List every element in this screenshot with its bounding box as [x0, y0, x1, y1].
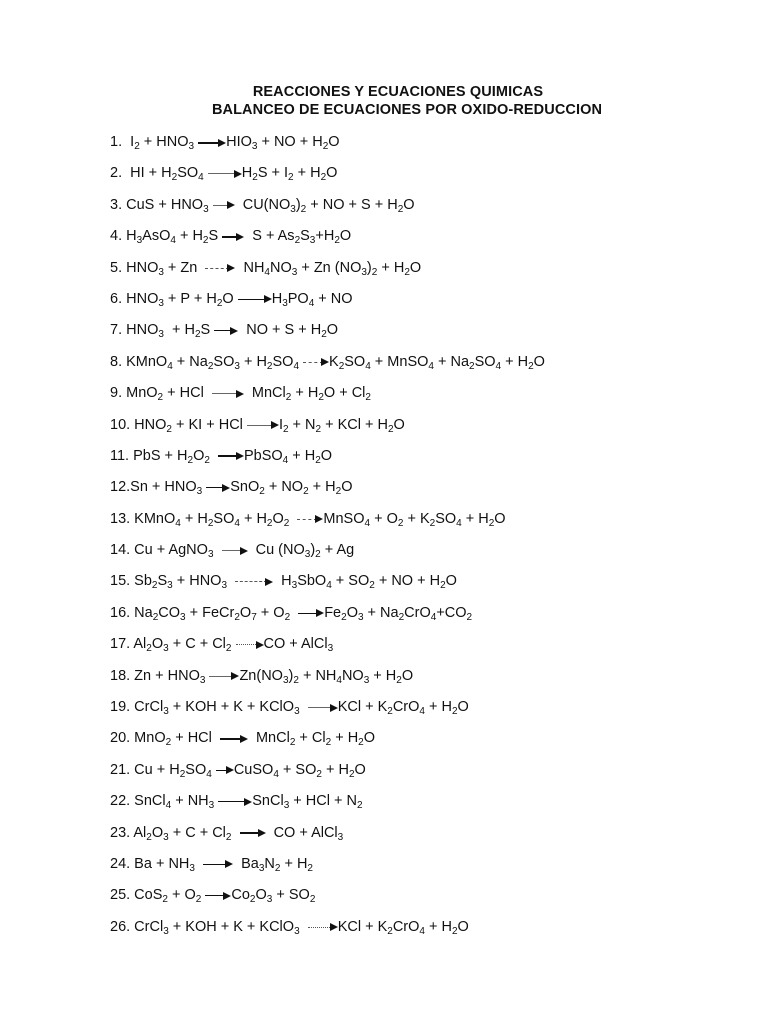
equation-row	[110, 164, 545, 195]
equation-row	[110, 416, 545, 447]
equation-products: $I_2 + N_2$ + KCl + $H_2O$	[278, 416, 405, 435]
equation-reactants: 1. $I_2 + HNO_3$	[110, 134, 195, 152]
equation-products: MnCl$_2$ + $Cl_2 + H_2O$	[247, 730, 376, 749]
reaction-arrow-icon	[222, 227, 244, 246]
equation-row	[110, 761, 545, 792]
equation-reactants: 2. HI + $H_2SO_4$	[110, 165, 204, 184]
equation-products: PbSO$_4$ + $H_2O$	[243, 447, 333, 466]
reaction-arrow-icon	[216, 761, 234, 780]
equation-reactants: 4. $H_3AsO_4 + H_2S$	[110, 228, 223, 247]
equation-row	[110, 259, 545, 290]
equation-products: $NH_4NO_3 + Zn$ $(NO_3)_2 + H_2O$	[235, 259, 422, 278]
equation-row	[110, 824, 545, 855]
equation-products: $SnO_2 + NO_2 + H_2O$	[230, 479, 353, 498]
reaction-arrow-icon	[203, 855, 233, 874]
equation-products: $K_2SO_4$ + MnSO$_4$ + $Na_2SO_4 + H_2O$	[329, 353, 545, 372]
page-title: REACCIONES Y ECUACIONES QUIMICAS	[252, 84, 544, 100]
equation-reactants: 23. $Al_2O_3 + C + Cl_2$	[110, 824, 232, 843]
equation-row	[110, 918, 545, 949]
equation-products: SnCl$_3$ + HCl + $N_2$	[252, 793, 363, 812]
equation-row	[110, 290, 545, 321]
reaction-arrow-icon	[236, 635, 264, 654]
equation-products: $H_2S + I_2 + H_2O$	[241, 165, 338, 184]
equation-row	[110, 227, 545, 258]
equation-products: CO + AlCl$_3$	[263, 636, 334, 655]
equation-products: $CU(NO_3)_2$ + NO + $S + H_2O$	[234, 196, 415, 215]
equation-reactants: 17. $Al_2O_3 + C + Cl_2$	[110, 636, 232, 655]
reaction-arrow-icon	[205, 886, 231, 905]
equation-list	[110, 133, 545, 949]
equation-row	[110, 729, 545, 760]
equation-row	[110, 384, 545, 415]
equation-row	[110, 667, 545, 698]
equation-reactants: 3. CuS + $HNO_3$	[110, 196, 209, 215]
equation-reactants: 16. $Na_2CO_3$ + $FeCr_2O_7 + O_2$	[110, 604, 291, 623]
equation-reactants: 19. CrCl$_3$ + KOH + K + KClO$_3$	[110, 699, 300, 718]
equation-reactants: 25. $CoS_2 + O_2$	[110, 887, 202, 906]
equation-reactants: 11. PbS + $H_2O_2$	[110, 447, 210, 466]
equation-reactants: 6. $HNO_3 + P + H_2O$	[110, 290, 238, 309]
equation-products: CuSO$_4$ + $SO_2 + H_2O$	[233, 761, 366, 780]
equation-products: Cu $(NO_3)_2 + Ag$	[247, 542, 355, 561]
reaction-arrow-icon	[298, 604, 324, 623]
equation-row	[110, 541, 545, 572]
reaction-arrow-icon	[297, 510, 323, 529]
reaction-arrow-icon	[208, 164, 242, 183]
equation-reactants: 21. $Cu + H_2SO_4$	[110, 761, 212, 780]
reaction-arrow-icon	[214, 321, 238, 340]
equation-row	[110, 510, 545, 541]
equation-reactants: 5. $HNO_3 + Zn$	[110, 259, 206, 278]
equation-reactants: 7. $HNO_3 + H_2S$	[110, 322, 215, 341]
equation-row	[110, 886, 545, 917]
reaction-arrow-icon	[247, 416, 279, 435]
reaction-arrow-icon	[222, 541, 248, 560]
equation-row	[110, 792, 545, 823]
reaction-arrow-icon	[308, 918, 338, 937]
equation-row	[110, 855, 545, 886]
equation-reactants: 20. MnO$_2$ + HCl	[110, 730, 220, 749]
equation-row	[110, 133, 545, 164]
equation-reactants: 22. SnCl$_4$ + $NH_3$	[110, 793, 215, 812]
reaction-arrow-icon	[218, 447, 244, 466]
equation-reactants: 18. $Zn + HNO_3$	[110, 667, 206, 686]
equation-reactants: $12.Sn + HNO_3$	[110, 479, 203, 498]
reaction-arrow-icon	[213, 196, 235, 215]
equation-products: $S + As_2S_3+H_2O$	[244, 228, 352, 247]
equation-products: KCl + $K_2CrO_4 + H_2O$	[337, 699, 469, 718]
equation-products: $Fe_2O_3 + Na_2CrO_4+CO_2$	[324, 604, 473, 623]
reaction-arrow-icon	[212, 384, 244, 403]
equation-row	[110, 478, 545, 509]
equation-products: KCl + $K_2CrO_4 + H_2O$	[337, 918, 469, 937]
reaction-arrow-icon	[206, 478, 230, 497]
reaction-arrow-icon	[240, 824, 266, 843]
equation-products: $Zn(NO_3)_2 + NH_4NO_3 + H_2O$	[239, 667, 414, 686]
equation-reactants: 26. CrCl$_3$ + KOH + K + KClO$_3$	[110, 918, 300, 937]
reaction-arrow-icon	[209, 667, 239, 686]
equation-reactants: 15. $Sb_2S_3 + HNO_3$	[110, 573, 228, 592]
equation-products: CO + AlCl$_3$	[265, 824, 344, 843]
equation-row	[110, 698, 545, 729]
equation-reactants: 10. $HNO_2$ + KI + HCl	[110, 416, 247, 435]
reaction-arrow-icon	[205, 259, 235, 278]
equation-products: $HIO_3$ + NO + $H_2O$	[226, 134, 340, 152]
equation-row	[110, 353, 545, 384]
reaction-arrow-icon	[308, 698, 338, 717]
equation-row	[110, 635, 545, 666]
equation-products: $Co_2O_3 + SO_2$	[231, 887, 316, 906]
equation-row	[110, 572, 545, 603]
reaction-arrow-icon	[220, 729, 248, 748]
equation-reactants: 9. MnO$_2$ + HCl	[110, 385, 212, 404]
reaction-arrow-icon	[303, 353, 329, 372]
equation-products: MnCl$_2$ + $H_2O + Cl_2$	[243, 385, 371, 404]
page-subtitle: BALANCEO DE ECUACIONES POR OXIDO-REDUCCION	[211, 102, 603, 118]
equation-reactants: 24. $Ba + NH_3$	[110, 855, 195, 874]
equation-products: $H_3SbO_4 + SO_2$ + NO + $H_2O$	[273, 573, 457, 592]
equation-reactants: 13. KMnO$_4$ + $H_2SO_4 + H_2O_2$	[110, 510, 290, 529]
equation-row	[110, 196, 545, 227]
equation-row	[110, 321, 545, 352]
reaction-arrow-icon	[238, 290, 272, 309]
equation-products: $H_3PO_4$ + NO	[271, 290, 353, 309]
equation-row	[110, 604, 545, 635]
equation-products: NO + $S + H_2O$	[238, 322, 339, 341]
reaction-arrow-icon	[235, 572, 273, 591]
reaction-arrow-icon	[218, 792, 252, 811]
equation-products: $Ba_3N_2 + H_2$	[233, 855, 313, 874]
equation-products: MnSO$_4$ + $O_2 + K_2SO_4 + H_2O$	[323, 510, 506, 529]
reaction-arrow-icon	[198, 133, 226, 152]
equation-row	[110, 447, 545, 478]
equation-reactants: 8. KMnO$_4$ + $Na_2SO_3 + H_2SO_4$	[110, 353, 299, 372]
equation-reactants: 14. Cu + AgNO$_3$	[110, 542, 214, 561]
